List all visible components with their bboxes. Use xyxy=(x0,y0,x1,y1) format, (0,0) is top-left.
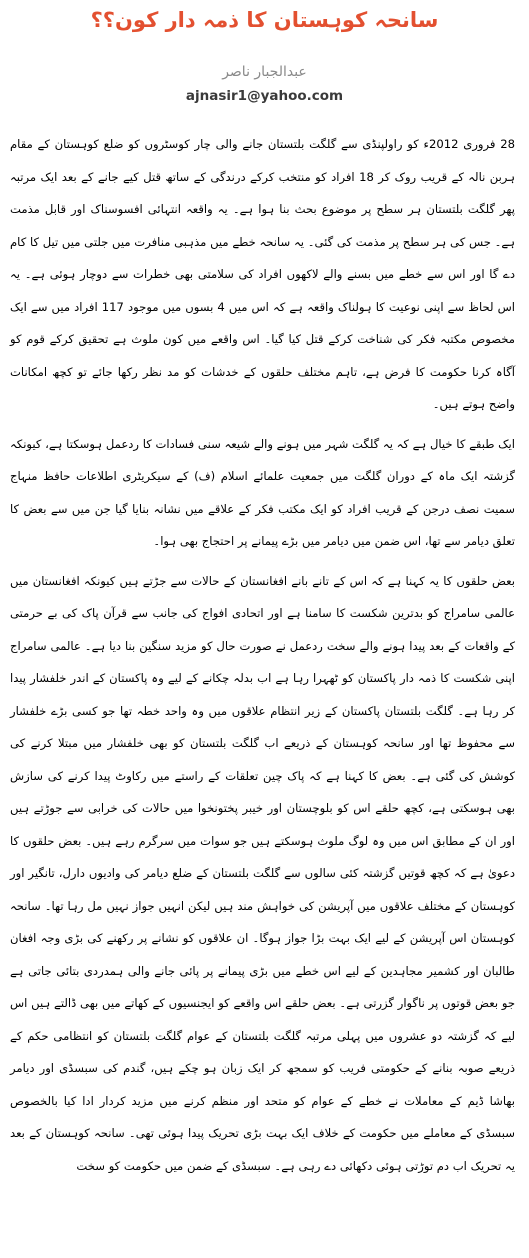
article-title: سانحہ کوہستان کا ذمہ دار کون؟؟ xyxy=(90,8,439,32)
author-email: ajnasir1@yahoo.com xyxy=(185,88,344,104)
paragraph: ایک طبقے کا خیال ہے کہ یہ گلگت شہر میں ہونے والے شیعہ سنی فسادات کا ردعمل ہوسکتا ہے، کیونکہ گزشتہ ایک ماہ کے دوران گلگت میں جمعیت علمائے اسلام (ف) کے سیکریٹری اطلاعات حافظ منہاج سمیت نصف درجن کے قریب افراد کو ایک مکتب فکر کے علاقے میں نشانہ بنایا گیا جن میں سے بعض کا تعلق دیامر سے تھا، اس ضمن میں دیامر میں بڑے پیمانے پر احتجاج بھی ہوا۔ xyxy=(10,436,515,548)
paragraph: بعض حلقوں کا یہ کہنا ہے کہ اس کے تانے بانے افغانستان کے حالات سے جڑتے ہیں کیونکہ افغانستان میں عالمی سامراج کو بدترین شکست کا سامنا ہے اور اتحادی افواج کی جانب سے قرآن پاک کی بے حرمتی کے واقعات کے بعد پیدا ہونے والے سخت ردعمل نے صورت حال کو مزید سنگین بنا دیا ہے۔ عالمی سامراج اپنی شکست کا ذمہ دار پاکستان کو ٹھہرا رہا ہے اب بدلہ چکانے کے لیے وہ پاکستان کے اندر خلفشار پیدا کر رہا ہے۔ گلگت بلتستان پاکستان کے زیر انتظام علاقوں میں وہ واحد خطہ تھا جو کسی بڑے خلفشار سے محفوظ تھا اور سانحہ کوہستان کے ذریعے اب گلگت بلتستان کو بھی خلفشار میں مبتلا کرنے کی کوشش کی گئی ہے۔ بعض کا کہنا ہے کہ پاک چین تعلقات کے راستے میں رکاوٹ پیدا کرنے کی سازش بھی ہوسکتی ہے، کچھ حلقے اس کو بلوچستان اور خیبر پختونخوا میں حالات کی خرابی سے جوڑتے ہیں اور ان کے مطابق اس میں وہ لوگ ملوث ہوسکتے ہیں جو سوات میں سرگرم رہے ہیں۔ بعض حلقوں کا دعویٰ ہے کہ کچھ قوتیں گزشتہ کئی سالوں سے گلگت بلتستان کے ضلع دیامر کی وادیوں دارل، تانگیر اور کوہستان کے مختلف علاقوں میں آپریشن کی خواہش مند ہیں لیکن انہیں جواز نہیں مل رہا تھا۔ سانحہ کوہستان اس آپریشن کے لیے ایک بہت بڑا جواز ہوگا۔ ان علاقوں کو نشانے پر رکھنے کی بڑی وجہ افغان طالبان اور کشمیر مجاہدین کے لیے اس خطے میں بڑی پیمانے پر پائی جانے والی ہمدردی بتائی جاتی ہے جو بعض قوتوں پر ناگوار گزرتی ہے۔ بعض حلقے اس واقعے کو ایجنسیوں کے کھاتے میں بھی ڈالتے ہیں اس لیے کہ گزشتہ دو عشروں میں پہلی مرتبہ گلگت بلتستان کے عوام گلگت بلتستان کو انتظامی حکم کے ذریعے صوبہ بنانے کے حکومتی فریب کو سمجھ کر ایک زبان ہو چکے ہیں، گندم کی سبسڈی اور دیامر بھاشا ڈیم کے معاملات نے خطے کے عوام کو متحد اور منظم کرنے میں مزید کردار ادا کیا بالخصوص سبسڈی کے معاملے میں حکومت کے خلاف ایک بہت بڑی تحریک پیدا ہوئی تھی۔ سانحہ کوہستان کے بعد یہ تحریک اب دم توڑتی ہوئی دکھائی دے رہی ہے۔ سبسڈی کے ضمن میں حکومت کو سخت xyxy=(10,573,515,1173)
author-name: عبدالجبار ناصر xyxy=(222,64,307,80)
paragraph: 28 فروری 2012ء کو راولپنڈی سے گلگت بلتستان جانے والی چار کوسٹروں کو ضلع کوہستان کے مقام ہربن نالہ کے قریب روک کر 18 افراد کو منتخب کرکے درندگی کے ساتھ قتل کیے جانے کے بعد ایک مرتبہ پھر گلگت بلتستان ہر سطح پر موضوع بحث بنا ہوا ہے۔ یہ واقعہ انتہائی افسوسناک اور قابل مذمت ہے۔ جس کی ہر سطح پر مذمت کی گئی۔ یہ سانحہ خطے میں مذہبی منافرت میں جلتی میں تیل کا کام دے گا اور اس سے خطے میں بسنے والے لاکھوں افراد کی سلامتی بھی خطرات سے دوچار ہوئی ہے۔ یہ اس لحاظ سے اپنی نوعیت کا ہولناک واقعہ ہے کہ اس میں 4 بسوں میں موجود 117 افراد میں سے ایک مخصوص مکتبہ فکر کی شناخت کرکے قتل کیا گیا۔ اس واقعے میں کون ملوث ہے تحقیق کرکے قوم کو آگاہ کرنا حکومت کا فرض ہے، تاہم مختلف حلقوں کے خدشات کو مد نظر رکھا جائے تو کچھ امکانات واضح ہوتے ہیں۔ xyxy=(10,137,516,411)
article-body xyxy=(10,128,515,1182)
